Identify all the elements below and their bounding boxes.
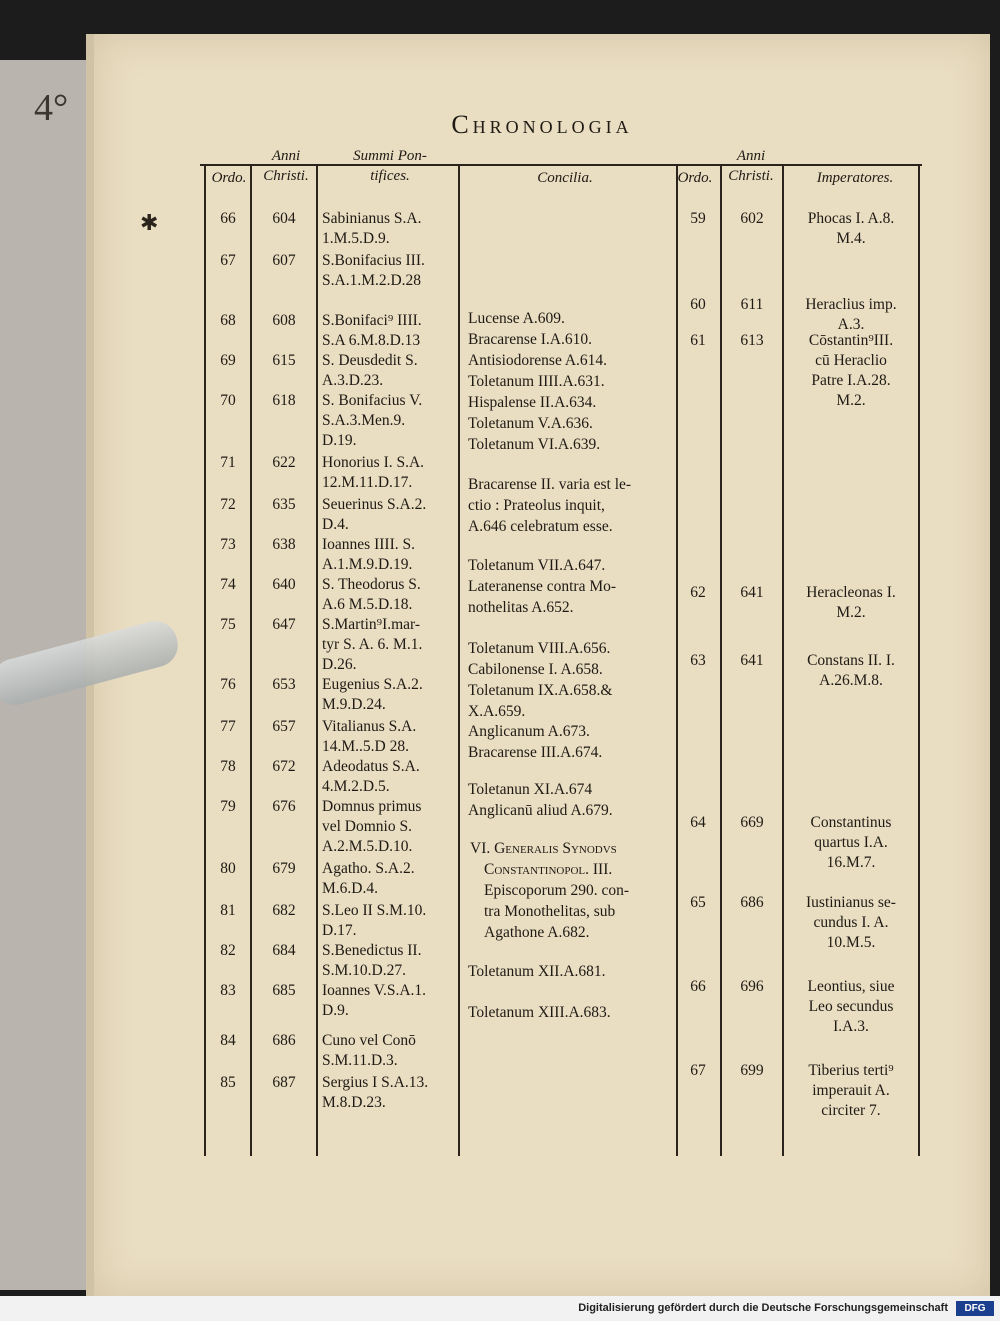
concilium-line: Anglicanū aliud A.679. (468, 802, 613, 819)
pope-name-line: S.Bonifaci⁹ IIII. (322, 312, 422, 329)
pope-ordo: 78 (220, 758, 236, 775)
pope-ordo: 82 (220, 942, 236, 959)
concilium-line: Anglicanum A.673. (468, 723, 590, 740)
pope-anno: 682 (272, 902, 296, 919)
emperor-ordo: 64 (690, 814, 706, 831)
concilium-line: Cabilonense I. A.658. (468, 661, 603, 678)
emperor-name-line: Cōstantin⁹III. (808, 332, 894, 349)
pope-anno: 672 (272, 758, 296, 775)
emperor-name-line: imperauit A. (812, 1082, 890, 1099)
pope-anno: 608 (272, 312, 296, 329)
header-ordo-2: Ordo. (677, 170, 713, 186)
emperor-name-line: M.2. (836, 604, 866, 621)
header-anni-christi-2: Anni Christi. (728, 148, 774, 184)
pope-anno: 615 (272, 352, 296, 369)
pope-ordo: 74 (220, 576, 236, 593)
concilium-line: Toletanum XII.A.681. (468, 963, 606, 980)
concilium-line: X.A.659. (468, 703, 526, 720)
concilium-line: Hispalense II.A.634. (468, 394, 597, 411)
pope-ordo: 72 (220, 496, 236, 513)
shelf-mark: 4° (34, 87, 69, 129)
header-anni-christi: Anni Christi. (263, 148, 309, 184)
emperor-ordo: 60 (690, 296, 706, 313)
pope-anno: 653 (272, 676, 296, 693)
pope-name-line: tyr S. A. 6. M.1. (322, 636, 423, 653)
emperor-name-line: quartus I.A. (814, 834, 888, 851)
pope-name-line: Sergius I S.A.13. (322, 1074, 429, 1091)
pope-name-line: A.1.M.9.D.19. (322, 556, 413, 573)
pope-anno: 607 (272, 252, 296, 269)
pope-ordo: 70 (220, 392, 236, 409)
pope-name-line: S.M.10.D.27. (322, 962, 406, 979)
emperor-name-line: Heraclius imp. (805, 296, 897, 313)
pope-anno: 679 (272, 860, 296, 877)
emperor-name-line: Iustinianus se- (806, 894, 896, 911)
concilium-line: Lateranense contra Mo- (468, 578, 617, 595)
pope-name-line: 4.M.2.D.5. (322, 778, 390, 795)
emperor-anno: 641 (740, 584, 764, 601)
pope-ordo: 73 (220, 536, 236, 553)
concilium-line: nothelitas A.652. (468, 599, 574, 616)
emperor-name-line: Constans II. I. (807, 652, 895, 669)
pope-anno: 684 (272, 942, 296, 959)
pope-anno: 638 (272, 536, 296, 553)
pope-name-line: D.4. (322, 516, 349, 533)
dfg-logo: DFG (956, 1301, 994, 1316)
pope-ordo: 67 (220, 252, 236, 269)
pope-anno: 685 (272, 982, 296, 999)
header-pontifices: Summi Pon- tifices. (353, 148, 427, 184)
pope-name-line: Domnus primus (322, 798, 422, 815)
pope-anno: 618 (272, 392, 296, 409)
pope-name-line: 14.M..5.D 28. (322, 738, 409, 755)
emperor-name-line: A.26.M.8. (819, 672, 883, 689)
concilium-line: tra Monothelitas, sub (484, 903, 616, 920)
concilium-line: Bracarense I.A.610. (468, 331, 592, 348)
pope-anno: 635 (272, 496, 296, 513)
header-concilia: Concilia. (537, 170, 593, 186)
header-ordo: Ordo. (211, 170, 247, 186)
pope-name-line: S.A.3.Men.9. (322, 412, 406, 429)
concilium-line: Lucense A.609. (468, 310, 565, 327)
concilium-line: A.646 celebratum esse. (468, 518, 613, 535)
emperor-name-line: Leontius, siue (807, 978, 895, 995)
concilium-line: Toletanum VI.A.639. (468, 436, 601, 453)
pope-name-line: S.M.11.D.3. (322, 1052, 398, 1069)
pope-name-line: 12.M.11.D.17. (322, 474, 413, 491)
pope-anno: 647 (272, 616, 296, 633)
pope-name-line: Seuerinus S.A.2. (322, 496, 427, 513)
pope-name-line: D.26. (322, 656, 357, 673)
concilium-line: Constantinopol. III. (484, 861, 613, 878)
pope-name-line: S.A 6.M.8.D.13 (322, 332, 421, 349)
emperor-name-line: A.3. (837, 316, 865, 333)
pope-ordo: 79 (220, 798, 236, 815)
emperor-anno: 669 (740, 814, 764, 831)
pope-ordo: 71 (220, 454, 236, 471)
emperor-name-line: Heracleonas I. (806, 584, 896, 601)
emperor-anno: 641 (740, 652, 764, 669)
emperor-name-line: Tiberius terti⁹ (808, 1062, 894, 1079)
pope-ordo: 77 (220, 718, 236, 735)
pope-name-line: Ioannes V.S.A.1. (322, 982, 427, 999)
emperor-name-line: M.2. (836, 392, 866, 409)
pope-anno: 622 (272, 454, 296, 471)
pope-name-line: S. Bonifacius V. (322, 392, 423, 409)
pope-name-line: Adeodatus S.A. (322, 758, 420, 775)
pope-ordo: 81 (220, 902, 236, 919)
emperor-ordo: 61 (690, 332, 706, 349)
pope-anno: 676 (272, 798, 296, 815)
pope-name-line: S.Leo II S.M.10. (322, 902, 427, 919)
pope-anno: 686 (272, 1032, 296, 1049)
emperor-ordo: 63 (690, 652, 706, 669)
emperor-anno: 699 (740, 1062, 764, 1079)
pope-name-line: A.6 M.5.D.18. (322, 596, 413, 613)
pope-name-line: 1.M.5.D.9. (322, 230, 390, 247)
header-imperatores: Imperatores. (816, 170, 894, 186)
emperor-name-line: Leo secundus (808, 998, 894, 1015)
pope-anno: 604 (272, 210, 296, 227)
header-rule (200, 164, 922, 166)
concilium-line: Toletanum IX.A.658.& (468, 682, 613, 699)
concilium-line: Antisiodorense A.614. (468, 352, 608, 369)
emperor-name-line: Phocas I. A.8. (807, 210, 895, 227)
pope-name-line: M.8.D.23. (322, 1094, 386, 1111)
pope-ordo: 68 (220, 312, 236, 329)
concilium-line: Toletanum VIII.A.656. (468, 640, 611, 657)
ornament-asterisk-icon: ✱ (140, 210, 159, 235)
pope-name-line: S. Theodorus S. (322, 576, 421, 593)
emperor-name-line: cundus I. A. (813, 914, 889, 931)
pope-ordo: 83 (220, 982, 236, 999)
pope-name-line: S.A.1.M.2.D.28 (322, 272, 422, 289)
emperor-anno: 613 (740, 332, 764, 349)
emperor-anno: 686 (740, 894, 764, 911)
pope-ordo: 80 (220, 860, 236, 877)
pope-name-line: Cuno vel Conō (322, 1032, 416, 1049)
emperor-anno: 696 (740, 978, 764, 995)
pope-anno: 640 (272, 576, 296, 593)
emperor-ordo: 65 (690, 894, 706, 911)
pope-ordo: 75 (220, 616, 236, 633)
pope-name-line: Agatho. S.A.2. (322, 860, 415, 877)
pope-name-line: S.Benedictus II. (322, 942, 422, 959)
concilium-line: Toletanum V.A.636. (468, 415, 593, 432)
concilium-line: Bracarense II. varia est le- (468, 476, 632, 493)
pope-ordo: 85 (220, 1074, 236, 1091)
pope-ordo: 69 (220, 352, 236, 369)
concilium-line: VI. Generalis Synodvs (470, 840, 617, 857)
pope-name-line: S.Bonifacius III. (322, 252, 425, 269)
emperor-ordo: 59 (690, 210, 706, 227)
pope-name-line: D.9. (322, 1002, 349, 1019)
emperor-name-line: Patre I.A.28. (811, 372, 891, 389)
concilium-line: Toletanum IIII.A.631. (468, 373, 605, 390)
pope-ordo: 84 (220, 1032, 236, 1049)
concilium-line: Toletanum VII.A.647. (468, 557, 606, 574)
pope-name-line: D.19. (322, 432, 357, 449)
pope-name-line: Eugenius S.A.2. (322, 676, 423, 693)
emperor-ordo: 67 (690, 1062, 706, 1079)
column-rule (918, 166, 920, 1156)
pope-name-line: M.6.D.4. (322, 880, 378, 897)
pope-name-line: S.Martin⁹I.mar- (322, 616, 421, 633)
pope-anno: 657 (272, 718, 296, 735)
column-rule (316, 166, 318, 1156)
pope-anno: 687 (272, 1074, 296, 1091)
emperor-ordo: 66 (690, 978, 706, 995)
concilium-line: Toletanun XI.A.674 (468, 781, 593, 798)
pope-ordo: 76 (220, 676, 236, 693)
emperor-name-line: I.A.3. (833, 1018, 869, 1035)
pope-name-line: Sabinianus S.A. (322, 210, 422, 227)
pope-name-line: vel Domnio S. (322, 818, 412, 835)
concilium-line: Toletanum XIII.A.683. (468, 1004, 611, 1021)
column-rule (458, 166, 460, 1156)
pope-name-line: A.2.M.5.D.10. (322, 838, 413, 855)
concilium-line: ctio : Prateolus inquit, (468, 497, 605, 514)
concilium-line: Episcoporum 290. con- (484, 882, 630, 899)
pope-name-line: S. Deusdedit S. (322, 352, 418, 369)
concilium-line: Bracarense III.A.674. (468, 744, 603, 761)
emperor-name-line: circiter 7. (821, 1102, 881, 1119)
pope-name-line: Vitalianus S.A. (322, 718, 417, 735)
emperor-name-line: cū Heraclio (815, 352, 887, 369)
footer-credit: Digitalisierung gefördert durch die Deutsche Forschungsgemeinschaft (0, 1296, 1000, 1321)
pope-name-line: Ioannes IIII. S. (322, 536, 415, 553)
pope-ordo: 66 (220, 210, 236, 227)
emperor-ordo: 62 (690, 584, 706, 601)
emperor-name-line: 16.M.7. (826, 854, 876, 871)
emperor-name-line: Constantinus (810, 814, 892, 831)
page-title: Chronologia (451, 110, 633, 139)
emperor-name-line: M.4. (836, 230, 866, 247)
pope-name-line: A.3.D.23. (322, 372, 384, 389)
emperor-anno: 602 (740, 210, 764, 227)
pope-name-line: D.17. (322, 922, 357, 939)
concilium-line: Agathone A.682. (484, 924, 590, 941)
pope-name-line: Honorius I. S.A. (322, 454, 425, 471)
emperor-anno: 611 (740, 296, 764, 313)
pope-name-line: M.9.D.24. (322, 696, 386, 713)
emperor-name-line: 10.M.5. (826, 934, 876, 951)
